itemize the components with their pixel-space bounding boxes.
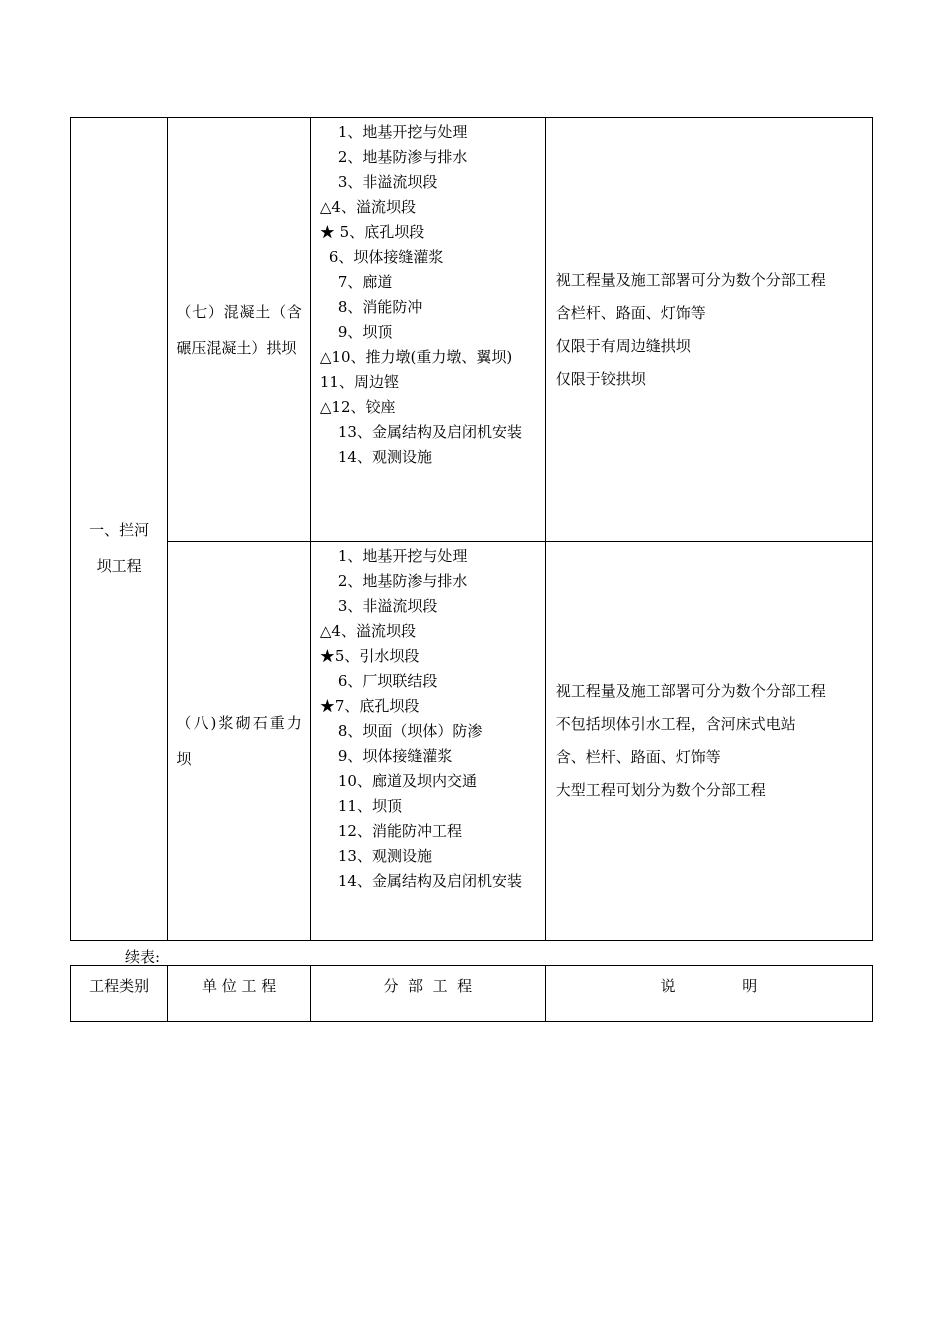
list-item: 仅限于铰拱坝 — [555, 369, 646, 388]
list-item: 10、廊道及坝内交通 — [337, 772, 477, 790]
list-item: 不包括坝体引水工程，含河床式电站 — [555, 715, 796, 733]
table-header-row — [71, 966, 873, 1022]
list-item: △12、铰座 — [319, 398, 396, 416]
list-item: 9、坝顶 — [337, 323, 393, 341]
list-item: ★ 5、底孔坝段 — [319, 223, 425, 241]
list-item: 3、非溢流坝段 — [337, 597, 438, 615]
category-cell — [71, 118, 168, 941]
list-item: △10、推力墩(重力墩、翼坝) — [319, 348, 513, 366]
category-text: 一、拦河坝工程 — [89, 521, 150, 575]
header-parts: 分 部 工 程 — [310, 966, 545, 1022]
notes-list — [556, 675, 862, 807]
list-item: 13、金属结构及启闭机安装 — [337, 423, 522, 441]
header-category: 工程类别 — [71, 966, 168, 1022]
list-item: 14、观测设施 — [337, 448, 432, 466]
list-item: 11、坝顶 — [337, 797, 402, 815]
list-item: 8、坝面（坝体）防渗 — [337, 722, 483, 740]
continuation-header-table — [70, 965, 873, 1022]
continuation-label: 续表: — [125, 948, 161, 966]
list-item: 3、非溢流坝段 — [337, 173, 438, 191]
dam-project-table — [70, 117, 873, 941]
parts-cell — [310, 542, 545, 941]
list-item: △4、溢流坝段 — [319, 198, 416, 216]
list-item: 含栏杆、路面、灯饰等 — [555, 303, 706, 322]
list-item: 仅限于有周边缝拱坝 — [555, 336, 691, 355]
list-item: 13、观测设施 — [337, 847, 432, 865]
list-item: 12、消能防冲工程 — [337, 822, 462, 840]
list-item: 含、栏杆、路面、灯饰等 — [555, 748, 721, 766]
parts-list — [311, 542, 545, 904]
list-item: 2、地基防渗与排水 — [337, 572, 468, 590]
list-item: ★5、引水坝段 — [319, 647, 420, 665]
list-item: 大型工程可划分为数个分部工程 — [555, 781, 766, 799]
unit-name: （八)浆砌石重力坝 — [176, 714, 302, 768]
list-item: 6、厂坝联结段 — [337, 672, 438, 690]
list-item: ★7、底孔坝段 — [319, 697, 420, 715]
header-unit: 单 位 工 程 — [168, 966, 311, 1022]
list-item: 11、周边铿 — [319, 373, 399, 391]
list-item: 1、地基开挖与处理 — [337, 547, 468, 565]
header-notes: 说 明 — [545, 966, 872, 1022]
list-item: 14、金属结构及启闭机安装 — [337, 872, 522, 890]
list-item: △4、溢流坝段 — [319, 622, 416, 640]
parts-list — [311, 118, 545, 480]
list-item: 2、地基防渗与排水 — [337, 148, 468, 166]
table-row — [71, 542, 873, 941]
list-item: 8、消能防冲 — [337, 298, 423, 316]
parts-cell — [310, 118, 545, 542]
notes-cell — [545, 118, 872, 542]
list-item: 7、廊道 — [337, 273, 393, 291]
unit-name: （七）混凝土（含碾压混凝土）拱坝 — [176, 302, 302, 357]
unit-cell — [168, 118, 311, 542]
table-row — [71, 118, 873, 542]
list-item: 6、坝体接缝灌浆 — [328, 248, 444, 266]
unit-cell — [168, 542, 311, 941]
list-item: 1、地基开挖与处理 — [337, 123, 468, 141]
notes-cell — [545, 542, 872, 941]
list-item: 视工程量及施工部署可分为数个分部工程 — [555, 270, 826, 289]
notes-list — [556, 264, 862, 396]
list-item: 9、坝体接缝灌浆 — [337, 747, 453, 765]
list-item: 视工程量及施工部署可分为数个分部工程 — [555, 682, 826, 700]
